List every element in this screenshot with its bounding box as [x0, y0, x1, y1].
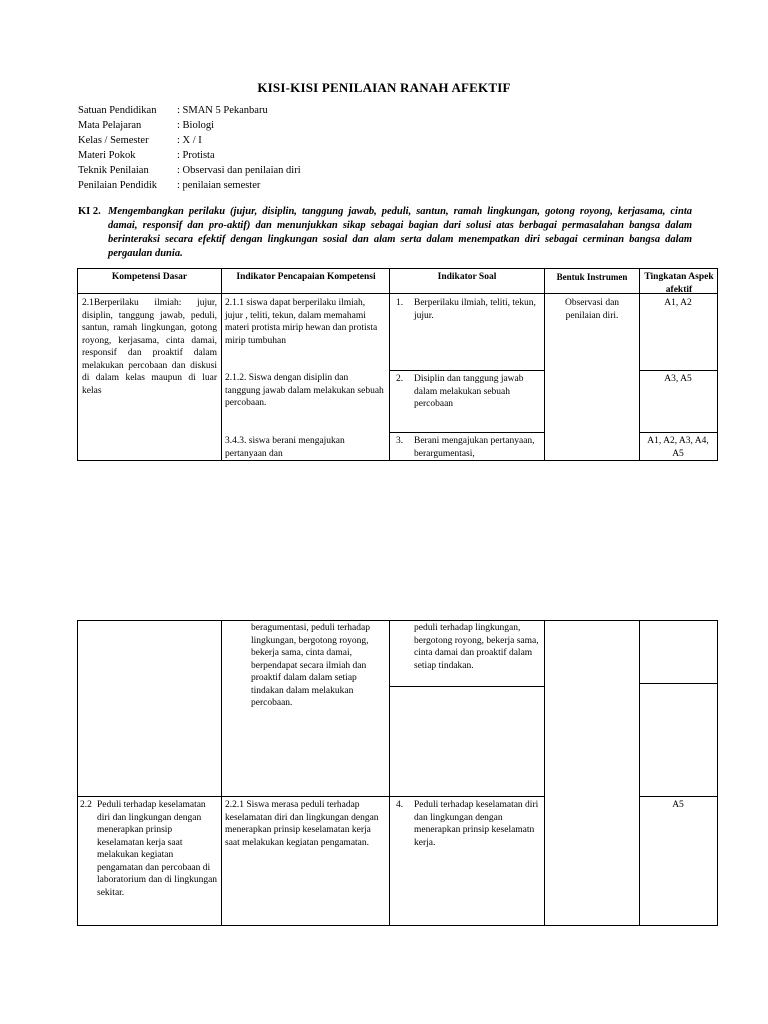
header-tingkatan: Tingkatan Aspek afektif: [644, 272, 714, 295]
meta-key: Teknik Penilaian: [78, 165, 149, 176]
header-bentuk-instrumen: Bentuk Instrumen: [556, 272, 628, 282]
soal-2-number: 2.: [396, 374, 404, 384]
ki-text: Mengembangkan perilaku (jujur, disiplin, tanggung jawab, peduli, santun, ramah lingkungan, gotong royong, kerjasama, cinta damai, responsif dan pro-aktif) dan menunjukkan sikap sebagai bagian dari solusi atas berbagai permasalahan bangsa dalam berinteraksi secara efektif dengan lingkungan sosial dan alam serta dalam menempatkan diri sebagai cerminan bangsa dalam pergaulan dunia.: [108, 206, 692, 259]
header-indikator-pencapaian: Indikator Pencapaian Kompetensi: [236, 272, 376, 282]
ki-paragraph: [78, 205, 692, 261]
meta-key: Satuan Pendidikan: [78, 105, 157, 116]
soal-2-text: Disiplin dan tanggung jawab dalam melakukan sebuah percobaan: [414, 374, 524, 409]
meta-row: [78, 133, 301, 148]
tingkatan-4-cell: A5: [672, 800, 684, 810]
document-meta: [78, 103, 301, 193]
meta-row: [78, 103, 301, 118]
meta-row: [78, 148, 301, 163]
ipk-2-1-2-cell: 2.1.2. Siswa dengan disiplin dan tanggung jawab dalam melakukan sebuah percobaan.: [225, 373, 384, 408]
soal-1-number: 1.: [396, 298, 404, 308]
soal-continued-cell: peduli terhadap lingkungan, bergotong royong, bekerja sama, cinta damai dan proaktif dalam setiap tindakan.: [414, 623, 539, 671]
ipk-continued-cell: beragumentasi, peduli terhadap lingkungan, bergotong royong, bekerja sama, cinta damai, berpendapat secara ilmiah dan proaktif dalam dalam setiap tindakan dalam melakukan percobaan.: [251, 623, 370, 708]
meta-row: [78, 118, 301, 133]
header-kompetensi-dasar: Kompetensi Dasar: [111, 272, 188, 282]
meta-row: [78, 163, 301, 178]
meta-key: Penilaian Pendidik: [78, 180, 158, 191]
soal-4-text: Peduli terhadap keselamatan diri dan lingkungan dengan menerapkan prinsip keselamatn kerja.: [414, 800, 539, 848]
tingkatan-1-cell: A1, A2: [664, 298, 692, 308]
bentuk-instrumen-cell: Observasi dan penilaian diri.: [564, 298, 620, 321]
soal-3-number: 3.: [396, 436, 404, 446]
ipk-3-4-3-cell: 3.4.3. siswa berani mengajukan pertanyaan dan: [225, 436, 345, 459]
document-title: KISI-KISI PENILAIAN RANAH AFEKTIF: [257, 80, 511, 95]
meta-key: Mata Pelajaran: [78, 120, 142, 131]
kd-2-2-number: 2.2: [80, 800, 92, 810]
meta-value: : X / I: [177, 135, 202, 146]
tingkatan-3-cell: A1, A2, A3, A4, A5: [647, 436, 709, 459]
ipk-2-1-1-cell: 2.1.1 siswa dapat berperilaku ilmiah, jujur , teliti, tekun, dalam memahami materi protista mirip hewan dan protista mirip tumbuhan: [225, 298, 378, 346]
meta-key: Materi Pokok: [78, 150, 136, 161]
meta-key: Kelas / Semester: [78, 135, 149, 146]
meta-value: : SMAN 5 Pekanbaru: [177, 105, 268, 116]
meta-value: : Observasi dan penilaian diri: [177, 165, 301, 176]
ki-number: KI 2.: [78, 206, 101, 217]
soal-3-text: Berani mengajukan pertanyaan, berargumentasi,: [414, 436, 535, 459]
kd-2-2-cell: Peduli terhadap keselamatan diri dan lingkungan dengan menerapkan prinsip keselamatan kerja saat melakukan kegiatan pengamatan dan percobaan di laboratorium dan di lingkungan sekitar.: [97, 800, 218, 898]
meta-row: [78, 178, 301, 193]
kd-2-1-cell: 2.1Berperilaku ilmiah: jujur, disiplin, tanggung jawab, peduli, santun, ramah lingkungan, gotong royong, kerjasama, cinta damai, responsif dan proaktif dalam melakukan percobaan dan diskusi di dalam kelas maupun di luar kelas: [82, 298, 217, 396]
tingkatan-2-cell: A3, A5: [664, 374, 692, 384]
meta-value: : Biologi: [177, 120, 215, 131]
soal-4-number: 4.: [396, 800, 404, 810]
meta-value: : penilaian semester: [177, 180, 261, 191]
soal-1-text: Berperilaku ilmiah, teliti, tekun, jujur.: [414, 298, 536, 321]
ipk-2-2-1-cell: 2.2.1 Siswa merasa peduli terhadap keselamatan diri dan lingkungan dengan menerapkan prinsip keselamatan kerja saat melakukan kegiatan pengamatan.: [225, 800, 379, 848]
header-indikator-soal: Indikator Soal: [437, 272, 497, 282]
meta-value: : Protista: [177, 150, 215, 161]
